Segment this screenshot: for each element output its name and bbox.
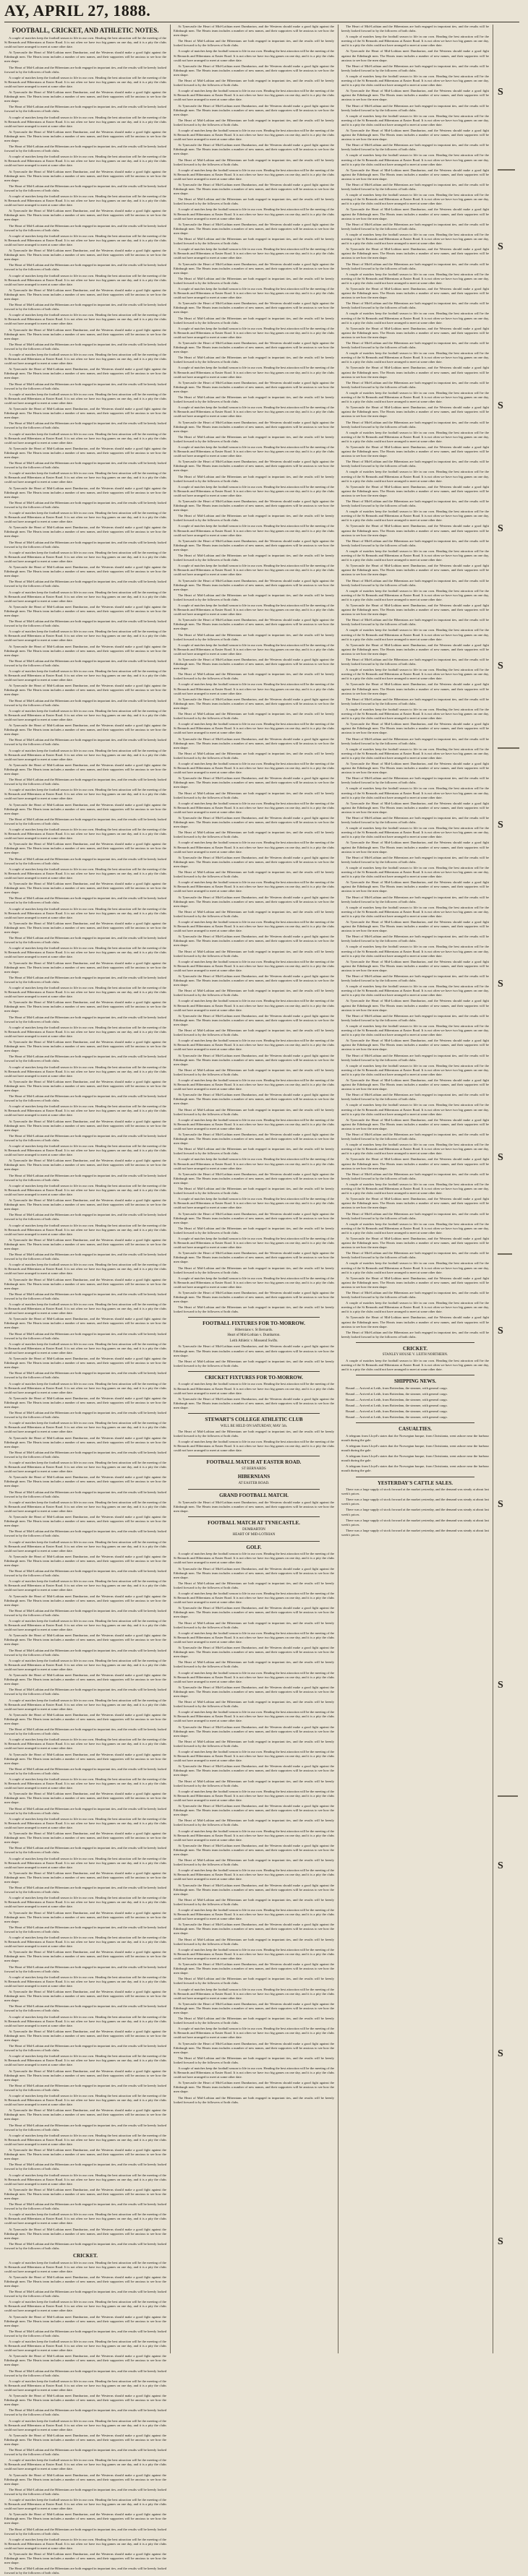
cropped-letter: S: [498, 1680, 503, 1691]
masthead: [4, 0, 519, 22]
body-text: A couple of matches keep the football season to life in our own. Heading the best attraction will be the meeting of the St Bernards and Hibernians at Easter Road. It is not often we have two big games on one day, and it is a pity the clubs could not have arranged to meet at some other date. At Tynecastle the Heart of Mid-Lothian meet Dumbarton, and the Westerns should make a good fight against the Edinburgh men. The Hearts team includes a number of new names, and their supporters will be anxious to see how the men shape. The Heart of Mid-Lothian and the Hibernians are both engaged in important ties, and the results will be keenly looked forward to by the followers of both clubs. A couple of matches keep the football season to life in our own. Heading the best attraction will be the meeting of the St Bernards and Hibernians at Easter Road. It is not often we have two big games on one day, and it is a pity the clubs could not have arranged to meet at some other date. At Tynecastle the Heart of Mid-Lothian meet Dumbarton, and the Westerns should make a good fight against the Edinburgh men. The Hearts team includes a number of new names, and their supporters will be anxious to see how the men shape. The Heart of Mid-Lothian and the Hibernians are both engaged in important ties, and the results will be keenly looked forward to by the followers of both clubs. A couple of matches keep the football season to life in our own. Heading the best attraction will be the meeting of the St Bernards and Hibernians at Easter Road. It is not often we have two big games on one day, and it is a pity the clubs could not have arranged to meet at some other date. At Tynecastle the Heart of Mid-Lothian meet Dumbarton, and the Westerns should make a good fight against the Edinburgh men. The Hearts team includes a number of new names, and their supporters will be anxious to see how the men shape. The Heart of Mid-Lothian and the Hibernians are both engaged in important ties, and the results will be keenly looked forward to by the followers of both clubs. A couple of matches keep the football season to life in our own. Heading the best attraction will be the meeting of the St Bernards and Hibernians at Easter Road. It is not often we have two big games on one day, and it is a pity the clubs could not have arranged to meet at some other date. At Tynecastle the Heart of Mid-Lothian meet Dumbarton, and the Westerns should make a good fight against the Edinburgh men. The Hearts team includes a number of new names, and their supporters will be anxious to see how the men shape. The Heart of Mid-Lothian and the Hibernians are both engaged in important ties, and the results will be keenly looked forward to by the followers of both clubs. A couple of matches keep the football season to life in our own. Heading the best attraction will be the meeting of the St Bernards and Hibernians at Easter Road. It is not often we have two big games on one day, and it is a pity the clubs could not have arranged to meet at some other date. At Tynecastle the Heart of Mid-Lothian meet Dumbarton, and the Westerns should make a good fight against the Edinburgh men. The Hearts team includes a number of new names, and their supporters will be anxious to see how the men shape. The Heart of Mid-Lothian and the Hibernians are both engaged in important ties, and the results will be keenly looked forward to by the followers of both clubs. A couple of matches keep the football season to life in our own. Heading the best attraction will be the meeting of the St Bernards and Hibernians at Easter Road. It is not often we have two big games on one day, and it is a pity the clubs could not have arranged to meet at some other date. At Tynecastle the Heart of Mid-Lothian meet Dumbarton, and the Westerns should make a good fight against the Edinburgh men. The Hearts team includes a number of new names, and their supporters will be anxious to see how the men shape. The Heart of Mid-Lothian and the Hibernians are both engaged in important ties, and the results will be keenly looked forward to by the followers of both clubs. A couple of matches keep the football season to life in our own. Heading the best attraction will be the meeting of the St Bernards and Hibernians at Easter Road. It is not often we have two big games on one day, and it is a pity the clubs could not have arranged to meet at some other date. At Tynecastle the Heart of Mid-Lothian meet Dumbarton, and the Westerns should make a good fight against the Edinburgh men. The Hearts team includes a number of new names, and their supporters will be anxious to see how the men shape. The Heart of Mid-Lothian and the Hibernians are both engaged in important ties, and the results will be keenly looked forward to by the followers of both clubs. A couple of matches keep the football season to life in our own. Heading the best attraction will be the meeting of the St Bernards and Hibernians at Easter Road. It is not often we have two big games on one day, and it is a pity the clubs could not have arranged to meet at some other date. At Tynecastle the Heart of Mid-Lothian meet Dumbarton, and the Westerns should make a good fight against the Edinburgh men. The Hearts team includes a number of new names, and their supporters will be anxious to see how the men shape. The Heart of Mid-Lothian and the Hibernians are both engaged in important ties, and the results will be keenly looked forward to by the followers of both clubs. A couple of matches keep the football season to life in our own. Heading the best attraction will be the meeting of the St Bernards and Hibernians at Easter Road. It is not often we have two big games on one day, and it is a pity the clubs could not have arranged to meet at some other date. At Tynecastle the Heart of Mid-Lothian meet Dumbarton, and the Westerns should make a good fight against the Edinburgh men. The Hearts team includes a number of new names, and their supporters will be anxious to see how the men shape. The Heart of Mid-Lothian and the Hibernians are both engaged in important ties, and the results will be keenly looked forward to by the followers of both clubs. A couple of matches keep the football season to life in our own. Heading the best attraction will be the meeting of the St Bernards and Hibernians at Easter Road. It is not often we have two big games on one day, and it is a pity the clubs could not have arranged to meet at some other date. At Tynecastle the Heart of Mid-Lothian meet Dumbarton, and the Westerns should make a good fight against the Edinburgh men. The Hearts team includes a number of new names, and their supporters will be anxious to see how the men shape. The Heart of Mid-Lothian and the Hibernians are both engaged in important ties, and the results will be keenly looked forward to by the followers of both clubs. A couple of matches keep the football season to life in our own. Heading the best attraction will be the meeting of the St Bernards and Hibernians at Easter Road. It is not often we have two big games on one day, and it is a pity the clubs could not have arranged to meet at some other date. At Tynecastle the Heart of Mid-Lothian meet Dumbarton, and the Westerns should make a good fight against the Edinburgh men. The Hearts team includes a number of new names, and their supporters will be anxious to see how the men shape. The Heart of Mid-Lothian and the Hibernians are both engaged in important ties, and the results will be keenly looked forward to by the followers of both clubs. A couple of matches keep the football season to life in our own. Heading the best attraction will be the meeting of the St Bernards and Hibernians at Easter Road. It is not often we have two big games on one day, and it is a pity the clubs could not have arranged to meet at some other date. At Tynecastle the Heart of Mid-Lothian meet Dumbarton, and the Westerns should make a good fight against the Edinburgh men. The Hearts team includes a number of new names, and their supporters will be anxious to see how the men shape. The Heart of Mid-Lothian and the Hibernians are both engaged in important ties, and the results will be keenly looked forward to by the followers of both clubs. A couple of matches keep the football season to life in our own. Heading the best attraction will be the meeting of the St Bernards and Hibernians at Easter Road. It is not often we have two big games on one day, and it is a pity the clubs could not have arranged to meet at some other date. At Tynecastle the Heart of Mid-Lothian meet Dumbarton, and the Westerns should make a good fight against the Edinburgh men. The Hearts team includes a number of new names, and their supporters will be anxious to see how the men shape. The Heart of Mid-Lothian and the Hibernians are both engaged in important ties, and the results will be keenly looked forward to by the followers of both clubs. A couple of matches keep the football season to life in our own. Heading the best attraction will be the meeting of the St Bernards and Hibernians at Easter Road. It is not often we have two big games on one day, and it is a pity the clubs could not have arranged to meet at some other date. At Tynecastle the Heart of Mid-Lothian meet Dumbarton, and the Westerns should make a good fight against the Edinburgh men. The Hearts team includes a number of new names, and their supporters will be anxious to see how the men shape. The Heart of Mid-Lothian and the Hibernians are both engaged in important ties, and the results will be keenly looked forward to by the followers of both clubs. A couple of matches keep the football season to life in our own. Heading the best attraction will be the meeting of the St Bernards and Hibernians at Easter Road. It is not often we have two big games on one day, and it is a pity the clubs could not have arranged to meet at some other date. At Tynecastle the Heart of Mid-Lothian meet Dumbarton, and the Westerns should make a good fight against the Edinburgh men. The Hearts team includes a number of new names, and their supporters will be anxious to see how the men shape. The Heart of Mid-Lothian and the Hibernians are both engaged in important ties, and the results will be keenly looked forward to by the followers of both clubs. A couple of matches keep the football season to life in our own. Heading the best attraction will be the meeting of the St Bernards and Hibernians at Easter Road. It is not often we have two big games on one day, and it is a pity the clubs could not have arranged to meet at some other date. At Tynecastle the Heart of Mid-Lothian meet Dumbarton, and the Westerns should make a good fight against the Edinburgh men. The Hearts team includes a number of new names, and their supporters will be anxious to see how the men shape. The Heart of Mid-Lothian and the Hibernians are both engaged in important ties, and the results will be keenly looked forward to by the followers of both clubs. A couple of matches keep the football season to life in our own. Heading the best attraction will be the meeting of the St Bernards and Hibernians at Easter Road. It is not often we have two big games on one day, and it is a pity the clubs could not have arranged to meet at some other date. At Tynecastle the Heart of Mid-Lothian meet Dumbarton, and the Westerns should make a good fight against the Edinburgh men. The Hearts team includes a number of new names, and their supporters will be anxious to see how the men shape. The Heart of Mid-Lothian and the Hibernians are both engaged in important ties, and the results will be keenly looked forward to by the followers of both clubs. A couple of matches keep the football season to life in our own. Heading the best attraction will be the meeting of the St Bernards and Hibernians at Easter Road. It is not often we have two big games on one day, and it is a pity the clubs could not have arranged to meet at some other date. At Tynecastle the Heart of Mid-Lothian meet Dumbarton, and the Westerns should make a good fight against the Edinburgh men. The Hearts team includes a number of new names, and their supporters will be anxious to see how the men shape. The Heart of Mid-Lothian and the Hibernians are both engaged in important ties, and the results will be keenly looked forward to by the followers of both clubs. A couple of matches keep the football season to life in our own. Heading the best attraction will be the meeting of the St Bernards and Hibernians at Easter Road. It is not often we have two big games on one day, and it is a pity the clubs could not have arranged to meet at some other date. At Tynecastle the Heart of Mid-Lothian meet Dumbarton, and the Westerns should make a good fight against the Edinburgh men. The Hearts team includes a number of new names, and their supporters will be anxious to see how the men shape. The Heart of Mid-Lothian and the Hibernians are both engaged in important ties, and the results will be keenly looked forward to by the followers of both clubs. A couple of matches keep the football season to life in our own. Heading the best attraction will be the meeting of the St Bernards and Hibernians at Easter Road. It is not often we have two big games on one day, and it is a pity the clubs could not have arranged to meet at some other date. At Tynecastle the Heart of Mid-Lothian meet Dumbarton, and the Westerns should make a good fight against the Edinburgh men. The Hearts team includes a number of new names, and their supporters will be anxious to see how the men shape. The Heart of Mid-Lothian and the Hibernians are both engaged in important ties, and the results will be keenly looked forward to by the followers of both clubs. A couple of matches keep the football season to life in our own. Heading the best attraction will be the meeting of the St Bernards and Hibernians at Easter Road. It is not often we have two big games on one day, and it is a pity the clubs could not have arranged to meet at some other date. At Tynecastle the Heart of Mid-Lothian meet Dumbarton, and the Westerns should make a good fight against the Edinburgh men. The Hearts team includes a number of new names, and their supporters will be anxious to see how the men shape. The Heart of Mid-Lothian and the Hibernians are both engaged in important ties, and the results will be keenly looked forward to by the followers of both clubs. A couple of matches keep the football season to life in our own. Heading the best attraction will be the meeting of the St Bernards and Hibernians at Easter Road. It is not often we have two big games on one day, and it is a pity the clubs could not have arranged to meet at some other date. At Tynecastle the Heart of Mid-Lothian meet Dumbarton, and the Westerns should make a good fight against the Edinburgh men. The Hearts team includes a number of new names, and their supporters will be anxious to see how the men shape. The Heart of Mid-Lothian and the Hibernians are both engaged in important ties, and the results will be keenly looked forward to by the followers of both clubs. A couple of matches keep the football season to life in our own. Heading the best attraction will be the meeting of the St Bernards and Hibernians at Easter Road. It is not often we have two big games on one day, and it is a pity the clubs could not have arranged to meet at some other date. At Tynecastle the Heart of Mid-Lothian meet Dumbarton, and the Westerns should make a good fight against the Edinburgh men. The Hearts team includes a number of new names, and their supporters will be anxious to see how the men shape. The Heart of Mid-Lothian and the Hibernians are both engaged in important ties, and the results will be keenly looked forward to by the followers of both clubs. A couple of matches keep the football season to life in our own. Heading the best attraction will be the meeting of the St Bernards and Hibernians at Easter Road. It is not often we have two big games on one day, and it is a pity the clubs could not have arranged to meet at some other date. At Tynecastle the Heart of Mid-Lothian meet Dumbarton, and the Westerns should make a good fight against the Edinburgh men. The Hearts team includes a number of new names, and their supporters will be anxious to see how the men shape. The Heart of Mid-Lothian and the Hibernians are both engaged in important ties, and the results will be keenly looked forward to by the followers of both clubs. A couple of matches keep the football season to life in our own. Heading the best attraction will be the meeting of the St Bernards and Hibernians at Easter Road. It is not often we have two big games on one day, and it is a pity the clubs could not have arranged to meet at some other date. At Tynecastle the Heart of Mid-Lothian meet Dumbarton, and the Westerns should make a good fight against the Edinburgh men. The Hearts team includes a number of new names, and their supporters will be anxious to see how the men shape. The Heart of Mid-Lothian and the Hibernians are both engaged in important ties, and the results will be keenly looked forward to by the followers of both clubs. A couple of matches keep the football season to life in our own. Heading the best attraction will be the meeting of the St Bernards and Hibernians at Easter Road. It is not often we have two big games on one day, and it is a pity the clubs could not have arranged to meet at some other date. At Tynecastle the Heart of Mid-Lothian meet Dumbarton, and the Westerns should make a good fight against the Edinburgh men. The Hearts team includes a number of new names, and their supporters will be anxious to see how the men shape. The Heart of Mid-Lothian and the Hibernians are both engaged in important ties, and the results will be keenly looked forward to by the followers of both clubs. A couple of matches keep the football season to life in our own. Heading the best attraction will be the meeting of the St Bernards and Hibernians at Easter Road. It is not often we have two big games on one day, and it is a pity the clubs could not have arranged to meet at some other date. At Tynecastle the Heart of Mid-Lothian meet Dumbarton, and the Westerns should make a good fight against the Edinburgh men. The Hearts team includes a number of new names, and their supporters will be anxious to see how the men shape. The Heart of Mid-Lothian and the Hibernians are both engaged in important ties, and the results will be keenly looked forward to by the followers of both clubs. A couple of matches keep the football season to life in our own. Heading the best attraction will be the meeting of the St Bernards and Hibernians at Easter Road. It is not often we have two big games on one day, and it is a pity the clubs could not have arranged to meet at some other date. At Tynecastle the Heart of Mid-Lothian meet Dumbarton, and the Westerns should make a good fight against the Edinburgh men. The Hearts team includes a number of new names, and their supporters will be anxious to see how the men shape. The Heart of Mid-Lothian and the Hibernians are both engaged in important ties, and the results will be keenly looked forward to by the followers of both clubs. A couple of matches keep the football season to life in our own. Heading the best attraction will be the meeting of the St Bernards and Hibernians at Easter Road. It is not often we have two big games on one day, and it is a pity the clubs could not have arranged to meet at some other date. At Tynecastle the Heart of Mid-Lothian meet Dumbarton, and the Westerns should make a good fight against the Edinburgh men. The Hearts team includes a number of new names, and their supporters will be anxious to see how the men shape. The Heart of Mid-Lothian and the Hibernians are both engaged in important ties, and the results will be keenly looked forward to by the followers of both clubs. A couple of matches keep the football season to life in our own. Heading the best attraction will be the meeting of the St Bernards and Hibernians at Easter Road. It is not often we have two big games on one day, and it is a pity the clubs could not have arranged to meet at some other date. At Tynecastle the Heart of Mid-Lothian meet Dumbarton, and the Westerns should make a good fight against the Edinburgh men. The Hearts team includes a number of new names, and their supporters will be anxious to see how the men shape. The Heart of Mid-Lothian and the Hibernians are both engaged in important ties, and the results will be keenly looked forward to by the followers of both clubs. A couple of matches keep the football season to life in our own. Heading the best attraction will be the meeting of the St Bernards and Hibernians at Easter Road. It is not often we have two big games on one day, and it is a pity the clubs could not have arranged to meet at some other date. At Tynecastle the Heart of Mid-Lothian meet Dumbarton, and the Westerns should make a good fight against the Edinburgh men. The Hearts team includes a number of new names, and their supporters will be anxious to see how the men shape. The Heart of Mid-Lothian and the Hibernians are both engaged in important ties, and the results will be keenly looked forward to by the followers of both clubs. A couple of matches keep the football season to life in our own. Heading the best attraction will be the meeting of the St Bernards and Hibernians at Easter Road. It is not often we have two big games on one day, and it is a pity the clubs could not have arranged to meet at some other date. At Tynecastle the Heart of Mid-Lothian meet Dumbarton, and the Westerns should make a good fight against the Edinburgh men. The Hearts team includes a number of new names, and their supporters will be anxious to see how the men shape. The Heart of Mid-Lothian and the Hibernians are both engaged in important ties, and the results will be keenly looked forward to by the followers of both clubs. A couple of matches keep the football season to life in our own. Heading the best attraction will be the meeting of the St Bernards and Hibernians at Easter Road. It is not often we have two big games on one day, and it is a pity the clubs could not have arranged to meet at some other date. At Tynecastle the Heart of Mid-Lothian meet Dumbarton, and the Westerns should make a good fight against the Edinburgh men. The Hearts team includes a number of new names, and their supporters will be anxious to see how the men shape. The Heart of Mid-Lothian and the Hibernians are both engaged in important ties, and the results will be keenly looked forward to by the followers of both clubs. A couple of matches keep the football season to life in our own. Heading the best attraction will be the meeting of the St Bernards and Hibernians at Easter Road. It is not often we have two big games on one day, and it is a pity the clubs could not have arranged to meet at some other date. At Tynecastle the Heart of Mid-Lothian meet Dumbarton, and the Westerns should make a good fight against the Edinburgh men. The Hearts team includes a number of new names, and their supporters will be anxious to see how the men shape. The Heart of Mid-Lothian and the Hibernians are both engaged in important ties, and the results will be keenly looked forward to by the followers of both clubs. A couple of matches keep the football season to life in our own. Heading the best attraction will be the meeting of the St Bernards and Hibernians at Easter Road. It is not often we have two big games on one day, and it is a pity the clubs could not have arranged to meet at some other date. At Tynecastle the Heart of Mid-Lothian meet Dumbarton, and the Westerns should make a good fight against the Edinburgh men. The Hearts team includes a number of new names, and their supporters will be anxious to see how the men shape. The Heart of Mid-Lothian and the Hibernians are both engaged in important ties, and the results will be keenly looked forward to by the followers of both clubs. A couple of matches keep the football season to life in our own. Heading the best attraction will be the meeting of the St Bernards and Hibernians at Easter Road. It is not often we have two big games on one day, and it is a pity the clubs could not have arranged to meet at some other date. At Tynecastle the Heart of Mid-Lothian meet Dumbarton, and the Westerns should make a good fight against the Edinburgh men. The Hearts team includes a number of new names, and their supporters will be anxious to see how the men shape. The Heart of Mid-Lothian and the Hibernians are both engaged in important ties, and the results will be keenly looked forward to by the followers of both clubs. A couple of matches keep the football season to life in our own. Heading the best attraction will be the meeting of the St Bernards and Hibernians at Easter Road. It is not often we have two big games on one day, and it is a pity the clubs could not have arranged to meet at some other date. At Tynecastle the Heart of Mid-Lothian meet Dumbarton, and the Westerns should make a good fight against the Edinburgh men. The Hearts team includes a number of new names, and their supporters will be anxious to see how the men shape. The Heart of Mid-Lothian and the Hibernians are both engaged in important ties, and the results will be keenly looked forward to by the followers of both clubs. A couple of matches keep the football season to life in our own. Heading the best attraction will be the meeting of the St Bernards and Hibernians at Easter Road. It is not often we have two big games on one day, and it is a pity the clubs could not have arranged to meet at some other date. At Tynecastle the Heart of Mid-Lothian meet Dumbarton, and the Westerns should make a good fight against the Edinburgh men. The Hearts team includes a number of new names, and their supporters will be anxious to see how the men shape. The Heart of Mid-Lothian and the Hibernians are both engaged in important ties, and the results will be keenly looked forward to by the followers of both clubs. A couple of matches keep the football season to life in our own. Heading the best attraction will be the meeting of the St Bernards and Hibernians at Easter Road. It is not often we have two big games on one day, and it is a pity the clubs could not have arranged to meet at some other date. At Tynecastle the Heart of Mid-Lothian meet Dumbarton, and the Westerns should make a good fight against the Edinburgh men. The Hearts team includes a number of new names, and their supporters will be anxious to see how the men shape. The Heart of Mid-Lothian and the Hibernians are both engaged in important ties, and the results will be keenly looked forward to by the followers of both clubs. A couple of matches keep the football season to life in our own. Heading the best attraction will be the meeting of the St Bernards and Hibernians at Easter Road. It is not often we have two big games on one day, and it is a pity the clubs could not have arranged to meet at some other date. At Tynecastle the Heart of Mid-Lothian meet Dumbarton, and the Westerns should make a good fight against the Edinburgh men. The Hearts team includes a number of new names, and their supporters will be anxious to see how the men shape. The Heart of Mid-Lothian and the Hibernians are both engaged in important ties, and the results will be keenly looked forward to by the followers of both clubs. A couple of matches keep the football season to life in our own. Heading the best attraction will be the meeting of the St Bernards and Hibernians at Easter Road. It is not often we have two big games on one day, and it is a pity the clubs could not have arranged to meet at some other date. At Tynecastle the Heart of Mid-Lothian meet Dumbarton, and the Westerns should make a good fight against the Edinburgh men. The Hearts team includes a number of new names, and their supporters will be anxious to see how the men shape. The Heart of Mid-Lothian and the Hibernians are both engaged in important ties, and the results will be keenly looked forward to by the followers of both clubs. A couple of matches keep the football season to life in our own. Heading the best attraction will be the meeting of the St Bernards and Hibernians at Easter Road. It is not often we have two big games on one day, and it is a pity the clubs could not have arranged to meet at some other date. At Tynecastle the Heart of Mid-Lothian meet Dumbarton, and the Westerns should make a good fight against the Edinburgh men. The Hearts team includes a number of new names, and their supporters will be anxious to see how the men shape. The Heart of Mid-Lothian and the Hibernians are both engaged in important ties, and the results will be keenly looked forward to by the followers of both clubs. A couple of matches keep the football season to life in our own. Heading the best attraction will be the meeting of the St Bernards and Hibernians at Easter Road. It is not often we have two big games on one day, and it is a pity the clubs could not have arranged to meet at some other date. At Tynecastle the Heart of Mid-Lothian meet Dumbarton, and the Westerns should make a good fight against the Edinburgh men. The Hearts team includes a number of new names, and their supporters will be anxious to see how the men shape. The Heart of Mid-Lothian and the Hibernians are both engaged in important ties, and the results will be keenly looked forward to by the followers of both clubs. A couple of matches keep the football season to life in our own. Heading the best attraction will be the meeting of the St Bernards and Hibernians at Easter Road. It is not often we have two big games on one day, and it is a pity the clubs could not have arranged to meet at some other date. At Tynecastle the Heart of Mid-Lothian meet Dumbarton, and the Westerns should make a good fight against the Edinburgh men. The Hearts team includes a number of new names, and their supporters will be anxious to see how the men shape. The Heart of Mid-Lothian and the Hibernians are both engaged in important ties, and the results will be keenly looked forward to by the followers of both clubs. A couple of matches keep the football season to life in our own. Heading the best attraction will be the meeting of the St Bernards and Hibernians at Easter Road. It is not often we have two big games on one day, and it is a pity the clubs could not have arranged to meet at some other date. At Tynecastle the Heart of Mid-Lothian meet Dumbarton, and the Westerns should make a good fight against the Edinburgh men. The Hearts team includes a number of new names, and their supporters will be anxious to see how the men shape. The Heart of Mid-Lothian and the Hibernians are both engaged in important ties, and the results will be keenly looked forward to by the followers of both clubs. A couple of matches keep the football season to life in our own. Heading the best attraction will be the meeting of the St Bernards and Hibernians at Easter Road. It is not often we have two big games on one day, and it is a pity the clubs could not have arranged to meet at some other date. At Tynecastle the Heart of Mid-Lothian meet Dumbarton, and the Westerns should make a good fight against the Edinburgh men. The Hearts team includes a number of new names, and their supporters will be anxious to see how the men shape. The Heart of Mid-Lothian and the Hibernians are both engaged in important ties, and the results will be keenly looked forward to by the followers of both clubs. A couple of matches keep the football season to life in our own. Heading the best attraction will be the meeting of the St Bernards and Hibernians at Easter Road. It is not often we have two big games on one day, and it is a pity the clubs could not have arranged to meet at some other date. At Tynecastle the Heart of Mid-Lothian meet Dumbarton, and the Westerns should make a good fight against the Edinburgh men. The Hearts team includes a number of new names, and their supporters will be anxious to see how the men shape. The Heart of Mid-Lothian and the Hibernians are both engaged in important ties, and the results will be keenly looked forward to by the followers of both clubs. A couple of matches keep the football season to life in our own. Heading the best attraction will be the meeting of the St Bernards and Hibernians at Easter Road. It is not often we have two big games on one day, and it is a pity the clubs could not have arranged to meet at some other date. At Tynecastle the Heart of Mid-Lothian meet Dumbarton, and the Westerns should make a good fight against the Edinburgh men. The Hearts team includes a number of new names, and their supporters will be anxious to see how the men shape. The Heart of Mid-Lothian and the Hibernians are both engaged in important ties, and the results will be keenly looked forward to by the followers of both clubs. A couple of matches keep the football season to life in our own. Heading the best attraction will be the meeting of the St Bernards and Hibernians at Easter Road. It is not often we have two big games on one day, and it is a pity the clubs could not have arranged to meet at some other date. At Tynecastle the Heart of Mid-Lothian meet Dumbarton, and the Westerns should make a good fight against the Edinburgh men. The Hearts team includes a number of new names, and their supporters will be anxious to see how the men shape. The Heart of Mid-Lothian and the Hibernians are both engaged in important ties, and the results will be keenly looked forward to by the followers of both clubs. A couple of matches keep the football season to life in our own. Heading the best attraction will be the meeting of the St Bernards and Hibernians at Easter Road. It is not often we have two big games on one day, and it is a pity the clubs could not have arranged to meet at some other date. At Tynecastle the Heart of Mid-Lothian meet Dumbarton, and the Westerns should make a good fight against the Edinburgh men. The Hearts team includes a number of new names, and their supporters will be anxious to see how the men shape. The Heart of Mid-Lothian and the Hibernians are both engaged in important ties, and the results will be keenly looked forward to by the followers of both clubs. A couple of matches keep the football season to life in our own. Heading the best attraction will be the meeting of the St Bernards and Hibernians at Easter Road. It is not often we have two big games on one day, and it is a pity the clubs could not have arranged to meet at some other date. At Tynecastle the Heart of Mid-Lothian meet Dumbarton, and the Westerns should make a good fight against the Edinburgh men. The Hearts team includes a number of new names, and their supporters will be anxious to see how the men shape. The Heart of Mid-Lothian and the Hibernians are both engaged in important ties, and the results will be keenly looked forward to by the followers of both clubs. A couple of matches keep the football season to life in our own. Heading the best attraction will be the meeting of the St Bernards and Hibernians at Easter Road. It is not often we have two big games on one day, and it is a pity the clubs could not have arranged to meet at some other date. At Tynecastle the Heart of Mid-Lothian meet Dumbarton, and the Westerns should make a good fight against the Edinburgh men. The Hearts team includes a number of new names, and their supporters will be anxious to see how the men shape. The Heart of Mid-Lothian and the Hibernians are both engaged in important ties, and the results will be keenly looked forward to by the followers of both clubs. A couple of matches keep the football season to life in our own. Heading the best attraction will be the meeting of the St Bernards and Hibernians at Easter Road. It is not often we have two big games on one day, and it is a pity the clubs could not have arranged to meet at some other date. At Tynecastle the Heart of Mid-Lothian meet Dumbarton, and the Westerns should make a good fight against the Edinburgh men. The Hearts team includes a number of new names, and their supporters will be anxious to see how the men shape. The Heart of Mid-Lothian and the Hibernians are both engaged in important ties, and the results will be keenly looked forward to by the followers of both clubs. A couple of matches keep the football season to life in our own. Heading the best attraction will be the meeting of the St Bernards and Hibernians at Easter Road. It is not often we have two big games on one day, and it is a pity the clubs could not have arranged to meet at some other date. At Tynecastle the Heart of Mid-Lothian meet Dumbarton, and the Westerns should make a good fight against the Edinburgh men. The Hearts team includes a number of new names, and their supporters will be anxious to see how the men shape. The Heart of Mid-Lothian and the Hibernians are both engaged in important ties, and the results will be keenly looked forward to by the followers of both clubs. A couple of matches keep the football season to life in our own. Heading the best attraction will be the meeting of the St Bernards and Hibernians at Easter Road. It is not often we have two big games on one day, and it is a pity the clubs could not have arranged to meet at some other date. At Tynecastle the Heart of Mid-Lothian meet Dumbarton, and the Westerns should make a good fight against the Edinburgh men. The Hearts team includes a number of new names, and their supporters will be anxious to see how the men shape. The Heart of Mid-Lothian and the Hibernians are both engaged in important ties, and the results will be keenly looked forward to by the followers of both clubs. A couple of matches keep the football season to life in our own. Heading the best attraction will be the meeting of the St Bernards and Hibernians at Easter Road. It is not often we have two big games on one day, and it is a pity the clubs could not have arranged to meet at some other date. At Tynecastle the Heart of Mid-Lothian meet Dumbarton, and the Westerns should make a good fight against the Edinburgh men. The Hearts team includes a number of new names, and their supporters will be anxious to see how the men shape. The Heart of Mid-Lothian and the Hibernians are both engaged in important ties, and the results will be keenly looked forward to by the followers of both clubs.: [4, 36, 166, 2250]
body-text: A couple of matches keep the football season to life in our own. Heading the best attraction will be the meeting of the St Bernards and Hibernians at Easter Road. It is not often we have two big games on one day, and it is a pity the clubs could not have arranged to meet at some other date.: [341, 1358, 489, 1372]
page-date-line: AY, APRIL 27, 1888.: [4, 1, 151, 20]
cropped-letter: S: [498, 1152, 503, 1163]
cropped-rule: [498, 747, 519, 749]
headline-shipping-news: SHIPPING NEWS.: [394, 1378, 436, 1385]
cropped-letter: S: [498, 2236, 503, 2247]
cropped-letter: S: [498, 1326, 503, 1336]
cropped-next-column: [498, 25, 525, 2353]
section-divider: [188, 1371, 320, 1372]
body-text: At Tynecastle the Heart of Mid-Lothian meet Dumbarton, and the Westerns should make a good fight against the Edinburgh men. The Hearts team includes a number of new names, and their supporters will be anxious to see how the men shape. The Heart of Mid-Lothian and the Hibernians are both engaged in important ties, and the results will be keenly looked forward to by the followers of both clubs. A couple of matches keep the football season to life in our own. Heading the best attraction will be the meeting of the St Bernards and Hibernians at Easter Road. It is not often we have two big games on one day, and it is a pity the clubs could not have arranged to meet at some other date. At Tynecastle the Heart of Mid-Lothian meet Dumbarton, and the Westerns should make a good fight against the Edinburgh men. The Hearts team includes a number of new names, and their supporters will be anxious to see how the men shape. The Heart of Mid-Lothian and the Hibernians are both engaged in important ties, and the results will be keenly looked forward to by the followers of both clubs. A couple of matches keep the football season to life in our own. Heading the best attraction will be the meeting of the St Bernards and Hibernians at Easter Road. It is not often we have two big games on one day, and it is a pity the clubs could not have arranged to meet at some other date. At Tynecastle the Heart of Mid-Lothian meet Dumbarton, and the Westerns should make a good fight against the Edinburgh men. The Hearts team includes a number of new names, and their supporters will be anxious to see how the men shape. The Heart of Mid-Lothian and the Hibernians are both engaged in important ties, and the results will be keenly looked forward to by the followers of both clubs. A couple of matches keep the football season to life in our own. Heading the best attraction will be the meeting of the St Bernards and Hibernians at Easter Road. It is not often we have two big games on one day, and it is a pity the clubs could not have arranged to meet at some other date. At Tynecastle the Heart of Mid-Lothian meet Dumbarton, and the Westerns should make a good fight against the Edinburgh men. The Hearts team includes a number of new names, and their supporters will be anxious to see how the men shape. The Heart of Mid-Lothian and the Hibernians are both engaged in important ties, and the results will be keenly looked forward to by the followers of both clubs. A couple of matches keep the football season to life in our own. Heading the best attraction will be the meeting of the St Bernards and Hibernians at Easter Road. It is not often we have two big games on one day, and it is a pity the clubs could not have arranged to meet at some other date. At Tynecastle the Heart of Mid-Lothian meet Dumbarton, and the Westerns should make a good fight against the Edinburgh men. The Hearts team includes a number of new names, and their supporters will be anxious to see how the men shape. The Heart of Mid-Lothian and the Hibernians are both engaged in important ties, and the results will be keenly looked forward to by the followers of both clubs. A couple of matches keep the football season to life in our own. Heading the best attraction will be the meeting of the St Bernards and Hibernians at Easter Road. It is not often we have two big games on one day, and it is a pity the clubs could not have arranged to meet at some other date. At Tynecastle the Heart of Mid-Lothian meet Dumbarton, and the Westerns should make a good fight against the Edinburgh men. The Hearts team includes a number of new names, and their supporters will be anxious to see how the men shape. The Heart of Mid-Lothian and the Hibernians are both engaged in important ties, and the results will be keenly looked forward to by the followers of both clubs. A couple of matches keep the football season to life in our own. Heading the best attraction will be the meeting of the St Bernards and Hibernians at Easter Road. It is not often we have two big games on one day, and it is a pity the clubs could not have arranged to meet at some other date. At Tynecastle the Heart of Mid-Lothian meet Dumbarton, and the Westerns should make a good fight against the Edinburgh men. The Hearts team includes a number of new names, and their supporters will be anxious to see how the men shape. The Heart of Mid-Lothian and the Hibernians are both engaged in important ties, and the results will be keenly looked forward to by the followers of both clubs. A couple of matches keep the football season to life in our own. Heading the best attraction will be the meeting of the St Bernards and Hibernians at Easter Road. It is not often we have two big games on one day, and it is a pity the clubs could not have arranged to meet at some other date. At Tynecastle the Heart of Mid-Lothian meet Dumbarton, and the Westerns should make a good fight against the Edinburgh men. The Hearts team includes a number of new names, and their supporters will be anxious to see how the men shape. The Heart of Mid-Lothian and the Hibernians are both engaged in important ties, and the results will be keenly looked forward to by the followers of both clubs. A couple of matches keep the football season to life in our own. Heading the best attraction will be the meeting of the St Bernards and Hibernians at Easter Road. It is not often we have two big games on one day, and it is a pity the clubs could not have arranged to meet at some other date. At Tynecastle the Heart of Mid-Lothian meet Dumbarton, and the Westerns should make a good fight against the Edinburgh men. The Hearts team includes a number of new names, and their supporters will be anxious to see how the men shape. The Heart of Mid-Lothian and the Hibernians are both engaged in important ties, and the results will be keenly looked forward to by the followers of both clubs. A couple of matches keep the football season to life in our own. Heading the best attraction will be the meeting of the St Bernards and Hibernians at Easter Road. It is not often we have two big games on one day, and it is a pity the clubs could not have arranged to meet at some other date. At Tynecastle the Heart of Mid-Lothian meet Dumbarton, and the Westerns should make a good fight against the Edinburgh men. The Hearts team includes a number of new names, and their supporters will be anxious to see how the men shape. The Heart of Mid-Lothian and the Hibernians are both engaged in important ties, and the results will be keenly looked forward to by the followers of both clubs. A couple of matches keep the football season to life in our own. Heading the best attraction will be the meeting of the St Bernards and Hibernians at Easter Road. It is not often we have two big games on one day, and it is a pity the clubs could not have arranged to meet at some other date. At Tynecastle the Heart of Mid-Lothian meet Dumbarton, and the Westerns should make a good fight against the Edinburgh men. The Hearts team includes a number of new names, and their supporters will be anxious to see how the men shape. The Heart of Mid-Lothian and the Hibernians are both engaged in important ties, and the results will be keenly looked forward to by the followers of both clubs. A couple of matches keep the football season to life in our own. Heading the best attraction will be the meeting of the St Bernards and Hibernians at Easter Road. It is not often we have two big games on one day, and it is a pity the clubs could not have arranged to meet at some other date. At Tynecastle the Heart of Mid-Lothian meet Dumbarton, and the Westerns should make a good fight against the Edinburgh men. The Hearts team includes a number of new names, and their supporters will be anxious to see how the men shape. The Heart of Mid-Lothian and the Hibernians are both engaged in important ties, and the results will be keenly looked forward to by the followers of both clubs. A couple of matches keep the football season to life in our own. Heading the best attraction will be the meeting of the St Bernards and Hibernians at Easter Road. It is not often we have two big games on one day, and it is a pity the clubs could not have arranged to meet at some other date. At Tynecastle the Heart of Mid-Lothian meet Dumbarton, and the Westerns should make a good fight against the Edinburgh men. The Hearts team includes a number of new names, and their supporters will be anxious to see how the men shape. The Heart of Mid-Lothian and the Hibernians are both engaged in important ties, and the results will be keenly looked forward to by the followers of both clubs. A couple of matches keep the football season to life in our own. Heading the best attraction will be the meeting of the St Bernards and Hibernians at Easter Road. It is not often we have two big games on one day, and it is a pity the clubs could not have arranged to meet at some other date. At Tynecastle the Heart of Mid-Lothian meet Dumbarton, and the Westerns should make a good fight against the Edinburgh men. The Hearts team includes a number of new names, and their supporters will be anxious to see how the men shape. The Heart of Mid-Lothian and the Hibernians are both engaged in important ties, and the results will be keenly looked forward to by the followers of both clubs. A couple of matches keep the football season to life in our own. Heading the best attraction will be the meeting of the St Bernards and Hibernians at Easter Road. It is not often we have two big games on one day, and it is a pity the clubs could not have arranged to meet at some other date. At Tynecastle the Heart of Mid-Lothian meet Dumbarton, and the Westerns should make a good fight against the Edinburgh men. The Hearts team includes a number of new names, and their supporters will be anxious to see how the men shape. The Heart of Mid-Lothian and the Hibernians are both engaged in important ties, and the results will be keenly looked forward to by the followers of both clubs. A couple of matches keep the football season to life in our own. Heading the best attraction will be the meeting of the St Bernards and Hibernians at Easter Road. It is not often we have two big games on one day, and it is a pity the clubs could not have arranged to meet at some other date. At Tynecastle the Heart of Mid-Lothian meet Dumbarton, and the Westerns should make a good fight against the Edinburgh men. The Hearts team includes a number of new names, and their supporters will be anxious to see how the men shape. The Heart of Mid-Lothian and the Hibernians are both engaged in important ties, and the results will be keenly looked forward to by the followers of both clubs. A couple of matches keep the football season to life in our own. Heading the best attraction will be the meeting of the St Bernards and Hibernians at Easter Road. It is not often we have two big games on one day, and it is a pity the clubs could not have arranged to meet at some other date. At Tynecastle the Heart of Mid-Lothian meet Dumbarton, and the Westerns should make a good fight against the Edinburgh men. The Hearts team includes a number of new names, and their supporters will be anxious to see how the men shape. The Heart of Mid-Lothian and the Hibernians are both engaged in important ties, and the results will be keenly looked forward to by the followers of both clubs. A couple of matches keep the football season to life in our own. Heading the best attraction will be the meeting of the St Bernards and Hibernians at Easter Road. It is not often we have two big games on one day, and it is a pity the clubs could not have arranged to meet at some other date. At Tynecastle the Heart of Mid-Lothian meet Dumbarton, and the Westerns should make a good fight against the Edinburgh men. The Hearts team includes a number of new names, and their supporters will be anxious to see how the men shape. The Heart of Mid-Lothian and the Hibernians are both engaged in important ties, and the results will be keenly looked forward to by the followers of both clubs. A couple of matches keep the football season to life in our own. Heading the best attraction will be the meeting of the St Bernards and Hibernians at Easter Road. It is not often we have two big games on one day, and it is a pity the clubs could not have arranged to meet at some other date. At Tynecastle the Heart of Mid-Lothian meet Dumbarton, and the Westerns should make a good fight against the Edinburgh men. The Hearts team includes a number of new names, and their supporters will be anxious to see how the men shape. The Heart of Mid-Lothian and the Hibernians are both engaged in important ties, and the results will be keenly looked forward to by the followers of both clubs. A couple of matches keep the football season to life in our own. Heading the best attraction will be the meeting of the St Bernards and Hibernians at Easter Road. It is not often we have two big games on one day, and it is a pity the clubs could not have arranged to meet at some other date. At Tynecastle the Heart of Mid-Lothian meet Dumbarton, and the Westerns should make a good fight against the Edinburgh men. The Hearts team includes a number of new names, and their supporters will be anxious to see how the men shape. The Heart of Mid-Lothian and the Hibernians are both engaged in important ties, and the results will be keenly looked forward to by the followers of both clubs. A couple of matches keep the football season to life in our own. Heading the best attraction will be the meeting of the St Bernards and Hibernians at Easter Road. It is not often we have two big games on one day, and it is a pity the clubs could not have arranged to meet at some other date. At Tynecastle the Heart of Mid-Lothian meet Dumbarton, and the Westerns should make a good fight against the Edinburgh men. The Hearts team includes a number of new names, and their supporters will be anxious to see how the men shape. The Heart of Mid-Lothian and the Hibernians are both engaged in important ties, and the results will be keenly looked forward to by the followers of both clubs. A couple of matches keep the football season to life in our own. Heading the best attraction will be the meeting of the St Bernards and Hibernians at Easter Road. It is not often we have two big games on one day, and it is a pity the clubs could not have arranged to meet at some other date. At Tynecastle the Heart of Mid-Lothian meet Dumbarton, and the Westerns should make a good fight against the Edinburgh men. The Hearts team includes a number of new names, and their supporters will be anxious to see how the men shape. The Heart of Mid-Lothian and the Hibernians are both engaged in important ties, and the results will be keenly looked forward to by the followers of both clubs. A couple of matches keep the football season to life in our own. Heading the best attraction will be the meeting of the St Bernards and Hibernians at Easter Road. It is not often we have two big games on one day, and it is a pity the clubs could not have arranged to meet at some other date. At Tynecastle the Heart of Mid-Lothian meet Dumbarton, and the Westerns should make a good fight against the Edinburgh men. The Hearts team includes a number of new names, and their supporters will be anxious to see how the men shape. The Heart of Mid-Lothian and the Hibernians are both engaged in important ties, and the results will be keenly looked forward to by the followers of both clubs. A couple of matches keep the football season to life in our own. Heading the best attraction will be the meeting of the St Bernards and Hibernians at Easter Road. It is not often we have two big games on one day, and it is a pity the clubs could not have arranged to meet at some other date. At Tynecastle the Heart of Mid-Lothian meet Dumbarton, and the Westerns should make a good fight against the Edinburgh men. The Hearts team includes a number of new names, and their supporters will be anxious to see how the men shape. The Heart of Mid-Lothian and the Hibernians are both engaged in important ties, and the results will be keenly looked forward to by the followers of both clubs. A couple of matches keep the football season to life in our own. Heading the best attraction will be the meeting of the St Bernards and Hibernians at Easter Road. It is not often we have two big games on one day, and it is a pity the clubs could not have arranged to meet at some other date. At Tynecastle the Heart of Mid-Lothian meet Dumbarton, and the Westerns should make a good fight against the Edinburgh men. The Hearts team includes a number of new names, and their supporters will be anxious to see how the men shape. The Heart of Mid-Lothian and the Hibernians are both engaged in important ties, and the results will be keenly looked forward to by the followers of both clubs. A couple of matches keep the football season to life in our own. Heading the best attraction will be the meeting of the St Bernards and Hibernians at Easter Road. It is not often we have two big games on one day, and it is a pity the clubs could not have arranged to meet at some other date. At Tynecastle the Heart of Mid-Lothian meet Dumbarton, and the Westerns should make a good fight against the Edinburgh men. The Hearts team includes a number of new names, and their supporters will be anxious to see how the men shape. The Heart of Mid-Lothian and the Hibernians are both engaged in important ties, and the results will be keenly looked forward to by the followers of both clubs. A couple of matches keep the football season to life in our own. Heading the best attraction will be the meeting of the St Bernards and Hibernians at Easter Road. It is not often we have two big games on one day, and it is a pity the clubs could not have arranged to meet at some other date. At Tynecastle the Heart of Mid-Lothian meet Dumbarton, and the Westerns should make a good fight against the Edinburgh men. The Hearts team includes a number of new names, and their supporters will be anxious to see how the men shape. The Heart of Mid-Lothian and the Hibernians are both engaged in important ties, and the results will be keenly looked forward to by the followers of both clubs. A couple of matches keep the football season to life in our own. Heading the best attraction will be the meeting of the St Bernards and Hibernians at Easter Road. It is not often we have two big games on one day, and it is a pity the clubs could not have arranged to meet at some other date. At Tynecastle the Heart of Mid-Lothian meet Dumbarton, and the Westerns should make a good fight against the Edinburgh men. The Hearts team includes a number of new names, and their supporters will be anxious to see how the men shape. The Heart of Mid-Lothian and the Hibernians are both engaged in important ties, and the results will be keenly looked forward to by the followers of both clubs. A couple of matches keep the football season to life in our own. Heading the best attraction will be the meeting of the St Bernards and Hibernians at Easter Road. It is not often we have two big games on one day, and it is a pity the clubs could not have arranged to meet at some other date. At Tynecastle the Heart of Mid-Lothian meet Dumbarton, and the Westerns should make a good fight against the Edinburgh men. The Hearts team includes a number of new names, and their supporters will be anxious to see how the men shape. The Heart of Mid-Lothian and the Hibernians are both engaged in important ties, and the results will be keenly looked forward to by the followers of both clubs. A couple of matches keep the football season to life in our own. Heading the best attraction will be the meeting of the St Bernards and Hibernians at Easter Road. It is not often we have two big games on one day, and it is a pity the clubs could not have arranged to meet at some other date. At Tynecastle the Heart of Mid-Lothian meet Dumbarton, and the Westerns should make a good fight against the Edinburgh men. The Hearts team includes a number of new names, and their supporters will be anxious to see how the men shape. The Heart of Mid-Lothian and the Hibernians are both engaged in important ties, and the results will be keenly looked forward to by the followers of both clubs. A couple of matches keep the football season to life in our own. Heading the best attraction will be the meeting of the St Bernards and Hibernians at Easter Road. It is not often we have two big games on one day, and it is a pity the clubs could not have arranged to meet at some other date. At Tynecastle the Heart of Mid-Lothian meet Dumbarton, and the Westerns should make a good fight against the Edinburgh men. The Hearts team includes a number of new names, and their supporters will be anxious to see how the men shape. The Heart of Mid-Lothian and the Hibernians are both engaged in important ties, and the results will be keenly looked forward to by the followers of both clubs. A couple of matches keep the football season to life in our own. Heading the best attraction will be the meeting of the St Bernards and Hibernians at Easter Road. It is not often we have two big games on one day, and it is a pity the clubs could not have arranged to meet at some other date. At Tynecastle the Heart of Mid-Lothian meet Dumbarton, and the Westerns should make a good fight against the Edinburgh men. The Hearts team includes a number of new names, and their supporters will be anxious to see how the men shape. The Heart of Mid-Lothian and the Hibernians are both engaged in important ties, and the results will be keenly looked forward to by the followers of both clubs. A couple of matches keep the football season to life in our own. Heading the best attraction will be the meeting of the St Bernards and Hibernians at Easter Road. It is not often we have two big games on one day, and it is a pity the clubs could not have arranged to meet at some other date. At Tynecastle the Heart of Mid-Lothian meet Dumbarton, and the Westerns should make a good fight against the Edinburgh men. The Hearts team includes a number of new names, and their supporters will be anxious to see how the men shape. The Heart of Mid-Lothian and the Hibernians are both engaged in important ties, and the results will be keenly looked forward to by the followers of both clubs.: [174, 25, 334, 1314]
body-text: There was a large supply of stock forward at the market yesterday, and the demand was steady at about last week's prices. There was a large supply of stock forward at the market yesterday, and the demand was steady at about last week's prices. There was a large supply of stock forward at the market yesterday, and the demand was steady at about last week's prices. There was a large supply of stock forward at the market yesterday, and the demand was steady at about last week's prices. There was a large supply of stock forward at the market yesterday, and the demand was steady at about last week's prices.: [341, 1487, 489, 1537]
section-divider: [356, 1422, 474, 1423]
cropped-letter: S: [498, 400, 503, 411]
ad-line: ST BERNARDS: [242, 1467, 266, 1471]
ad-line: HEART OF MID-LOTHIAN: [232, 1533, 276, 1537]
headline-stewarts-college: STEWART'S COLLEGE ATHLETIC CLUB: [205, 1417, 303, 1422]
cropped-letter: S: [498, 2048, 503, 2059]
cropped-letter: S: [498, 1860, 503, 1871]
subhead-cricket: CRICKET.: [73, 2253, 98, 2259]
column-rule: [170, 25, 171, 2353]
section-divider: [188, 1413, 320, 1414]
column-1: [4, 25, 166, 2575]
headline-football-fixtures: FOOTBALL FIXTURES FOR TO-MORROW.: [203, 1321, 305, 1327]
headline-cricket: CRICKET.: [403, 1345, 427, 1352]
body-text: A couple of matches keep the football season to life in our own. Heading the best attraction will be the meeting of the St Bernards and Hibernians at Easter Road. It is not often we have two big games on one day, and it is a pity the clubs could not have arranged to meet at some other date. At Tynecastle the Heart of Mid-Lothian meet Dumbarton, and the Westerns should make a good fight against the Edinburgh men. The Hearts team includes a number of new names, and their supporters will be anxious to see how the men shape. The Heart of Mid-Lothian and the Hibernians are both engaged in important ties, and the results will be keenly looked forward to by the followers of both clubs. A couple of matches keep the football season to life in our own. Heading the best attraction will be the meeting of the St Bernards and Hibernians at Easter Road. It is not often we have two big games on one day, and it is a pity the clubs could not have arranged to meet at some other date. At Tynecastle the Heart of Mid-Lothian meet Dumbarton, and the Westerns should make a good fight against the Edinburgh men. The Hearts team includes a number of new names, and their supporters will be anxious to see how the men shape. The Heart of Mid-Lothian and the Hibernians are both engaged in important ties, and the results will be keenly looked forward to by the followers of both clubs. A couple of matches keep the football season to life in our own. Heading the best attraction will be the meeting of the St Bernards and Hibernians at Easter Road. It is not often we have two big games on one day, and it is a pity the clubs could not have arranged to meet at some other date. At Tynecastle the Heart of Mid-Lothian meet Dumbarton, and the Westerns should make a good fight against the Edinburgh men. The Hearts team includes a number of new names, and their supporters will be anxious to see how the men shape. The Heart of Mid-Lothian and the Hibernians are both engaged in important ties, and the results will be keenly looked forward to by the followers of both clubs. A couple of matches keep the football season to life in our own. Heading the best attraction will be the meeting of the St Bernards and Hibernians at Easter Road. It is not often we have two big games on one day, and it is a pity the clubs could not have arranged to meet at some other date. At Tynecastle the Heart of Mid-Lothian meet Dumbarton, and the Westerns should make a good fight against the Edinburgh men. The Hearts team includes a number of new names, and their supporters will be anxious to see how the men shape. The Heart of Mid-Lothian and the Hibernians are both engaged in important ties, and the results will be keenly looked forward to by the followers of both clubs. A couple of matches keep the football season to life in our own. Heading the best attraction will be the meeting of the St Bernards and Hibernians at Easter Road. It is not often we have two big games on one day, and it is a pity the clubs could not have arranged to meet at some other date. At Tynecastle the Heart of Mid-Lothian meet Dumbarton, and the Westerns should make a good fight against the Edinburgh men. The Hearts team includes a number of new names, and their supporters will be anxious to see how the men shape. The Heart of Mid-Lothian and the Hibernians are both engaged in important ties, and the results will be keenly looked forward to by the followers of both clubs. A couple of matches keep the football season to life in our own. Heading the best attraction will be the meeting of the St Bernards and Hibernians at Easter Road. It is not often we have two big games on one day, and it is a pity the clubs could not have arranged to meet at some other date. At Tynecastle the Heart of Mid-Lothian meet Dumbarton, and the Westerns should make a good fight against the Edinburgh men. The Hearts team includes a number of new names, and their supporters will be anxious to see how the men shape. The Heart of Mid-Lothian and the Hibernians are both engaged in important ties, and the results will be keenly looked forward to by the followers of both clubs. A couple of matches keep the football season to life in our own. Heading the best attraction will be the meeting of the St Bernards and Hibernians at Easter Road. It is not often we have two big games on one day, and it is a pity the clubs could not have arranged to meet at some other date. At Tynecastle the Heart of Mid-Lothian meet Dumbarton, and the Westerns should make a good fight against the Edinburgh men. The Hearts team includes a number of new names, and their supporters will be anxious to see how the men shape. The Heart of Mid-Lothian and the Hibernians are both engaged in important ties, and the results will be keenly looked forward to by the followers of both clubs. A couple of matches keep the football season to life in our own. Heading the best attraction will be the meeting of the St Bernards and Hibernians at Easter Road. It is not often we have two big games on one day, and it is a pity the clubs could not have arranged to meet at some other date. At Tynecastle the Heart of Mid-Lothian meet Dumbarton, and the Westerns should make a good fight against the Edinburgh men. The Hearts team includes a number of new names, and their supporters will be anxious to see how the men shape. The Heart of Mid-Lothian and the Hibernians are both engaged in important ties, and the results will be keenly looked forward to by the followers of both clubs.: [4, 2260, 166, 2575]
fixture-line: Heart of Mid-Lothian v. Dumbarton.: [227, 1334, 281, 1338]
headline-cattle-sales: YESTERDAY'S CATTLE SALES.: [377, 1480, 454, 1486]
body-text: Bound — Arrived at Leith, from Rotterdam, the steamer, with general cargo. Bound — Arrived at Leith, from Rotterdam, the steamer, with general cargo. Bound — Arrived at Leith, from Rotterdam, the steamer, with general cargo. Bound — Arrived at Leith, from Rotterdam, the steamer, with general cargo. Bound — Arrived at Leith, from Rotterdam, the steamer, with general cargo. Bound — Arrived at Leith, from Rotterdam, the steamer, with general cargo.: [346, 1386, 448, 1420]
section-divider: [356, 1342, 474, 1343]
headline-easter-road: FOOTBALL MATCH AT EASTER ROAD.: [206, 1459, 302, 1466]
headline-grand-match: GRAND FOOTBALL MATCH.: [219, 1493, 289, 1499]
headline-golf: GOLF.: [246, 1544, 262, 1550]
cropped-letter: S: [498, 523, 503, 534]
column-3: [341, 25, 489, 2353]
body-text: At Tynecastle the Heart of Mid-Lothian meet Dumbarton, and the Westerns should make a good fight against the Edinburgh men. The Hearts team includes a number of new names, and their supporters will be anxious to see how the men shape.: [174, 1500, 334, 1514]
body-text: A couple of matches keep the football season to life in our own. Heading the best attraction will be the meeting of the St Bernards and Hibernians at Easter Road. It is not often we have two big games on one day, and it is a pity the clubs could not have arranged to meet at some other date. At Tynecastle the Heart of Mid-Lothian meet Dumbarton, and the Westerns should make a good fight against the Edinburgh men. The Hearts team includes a number of new names, and their supporters will be anxious to see how the men shape. The Heart of Mid-Lothian and the Hibernians are both engaged in important ties, and the results will be keenly looked forward to by the followers of both clubs. A couple of matches keep the football season to life in our own. Heading the best attraction will be the meeting of the St Bernards and Hibernians at Easter Road. It is not often we have two big games on one day, and it is a pity the clubs could not have arranged to meet at some other date. At Tynecastle the Heart of Mid-Lothian meet Dumbarton, and the Westerns should make a good fight against the Edinburgh men. The Hearts team includes a number of new names, and their supporters will be anxious to see how the men shape. The Heart of Mid-Lothian and the Hibernians are both engaged in important ties, and the results will be keenly looked forward to by the followers of both clubs. A couple of matches keep the football season to life in our own. Heading the best attraction will be the meeting of the St Bernards and Hibernians at Easter Road. It is not often we have two big games on one day, and it is a pity the clubs could not have arranged to meet at some other date. At Tynecastle the Heart of Mid-Lothian meet Dumbarton, and the Westerns should make a good fight against the Edinburgh men. The Hearts team includes a number of new names, and their supporters will be anxious to see how the men shape. The Heart of Mid-Lothian and the Hibernians are both engaged in important ties, and the results will be keenly looked forward to by the followers of both clubs. A couple of matches keep the football season to life in our own. Heading the best attraction will be the meeting of the St Bernards and Hibernians at Easter Road. It is not often we have two big games on one day, and it is a pity the clubs could not have arranged to meet at some other date. At Tynecastle the Heart of Mid-Lothian meet Dumbarton, and the Westerns should make a good fight against the Edinburgh men. The Hearts team includes a number of new names, and their supporters will be anxious to see how the men shape. The Heart of Mid-Lothian and the Hibernians are both engaged in important ties, and the results will be keenly looked forward to by the followers of both clubs. A couple of matches keep the football season to life in our own. Heading the best attraction will be the meeting of the St Bernards and Hibernians at Easter Road. It is not often we have two big games on one day, and it is a pity the clubs could not have arranged to meet at some other date. At Tynecastle the Heart of Mid-Lothian meet Dumbarton, and the Westerns should make a good fight against the Edinburgh men. The Hearts team includes a number of new names, and their supporters will be anxious to see how the men shape. The Heart of Mid-Lothian and the Hibernians are both engaged in important ties, and the results will be keenly looked forward to by the followers of both clubs. A couple of matches keep the football season to life in our own. Heading the best attraction will be the meeting of the St Bernards and Hibernians at Easter Road. It is not often we have two big games on one day, and it is a pity the clubs could not have arranged to meet at some other date. At Tynecastle the Heart of Mid-Lothian meet Dumbarton, and the Westerns should make a good fight against the Edinburgh men. The Hearts team includes a number of new names, and their supporters will be anxious to see how the men shape. The Heart of Mid-Lothian and the Hibernians are both engaged in important ties, and the results will be keenly looked forward to by the followers of both clubs. A couple of matches keep the football season to life in our own. Heading the best attraction will be the meeting of the St Bernards and Hibernians at Easter Road. It is not often we have two big games on one day, and it is a pity the clubs could not have arranged to meet at some other date. At Tynecastle the Heart of Mid-Lothian meet Dumbarton, and the Westerns should make a good fight against the Edinburgh men. The Hearts team includes a number of new names, and their supporters will be anxious to see how the men shape. The Heart of Mid-Lothian and the Hibernians are both engaged in important ties, and the results will be keenly looked forward to by the followers of both clubs. A couple of matches keep the football season to life in our own. Heading the best attraction will be the meeting of the St Bernards and Hibernians at Easter Road. It is not often we have two big games on one day, and it is a pity the clubs could not have arranged to meet at some other date. At Tynecastle the Heart of Mid-Lothian meet Dumbarton, and the Westerns should make a good fight against the Edinburgh men. The Hearts team includes a number of new names, and their supporters will be anxious to see how the men shape. The Heart of Mid-Lothian and the Hibernians are both engaged in important ties, and the results will be keenly looked forward to by the followers of both clubs. A couple of matches keep the football season to life in our own. Heading the best attraction will be the meeting of the St Bernards and Hibernians at Easter Road. It is not often we have two big games on one day, and it is a pity the clubs could not have arranged to meet at some other date. At Tynecastle the Heart of Mid-Lothian meet Dumbarton, and the Westerns should make a good fight against the Edinburgh men. The Hearts team includes a number of new names, and their supporters will be anxious to see how the men shape. The Heart of Mid-Lothian and the Hibernians are both engaged in important ties, and the results will be keenly looked forward to by the followers of both clubs. A couple of matches keep the football season to life in our own. Heading the best attraction will be the meeting of the St Bernards and Hibernians at Easter Road. It is not often we have two big games on one day, and it is a pity the clubs could not have arranged to meet at some other date. At Tynecastle the Heart of Mid-Lothian meet Dumbarton, and the Westerns should make a good fight against the Edinburgh men. The Hearts team includes a number of new names, and their supporters will be anxious to see how the men shape. The Heart of Mid-Lothian and the Hibernians are both engaged in important ties, and the results will be keenly looked forward to by the followers of both clubs. A couple of matches keep the football season to life in our own. Heading the best attraction will be the meeting of the St Bernards and Hibernians at Easter Road. It is not often we have two big games on one day, and it is a pity the clubs could not have arranged to meet at some other date. At Tynecastle the Heart of Mid-Lothian meet Dumbarton, and the Westerns should make a good fight against the Edinburgh men. The Hearts team includes a number of new names, and their supporters will be anxious to see how the men shape. The Heart of Mid-Lothian and the Hibernians are both engaged in important ties, and the results will be keenly looked forward to by the followers of both clubs. A couple of matches keep the football season to life in our own. Heading the best attraction will be the meeting of the St Bernards and Hibernians at Easter Road. It is not often we have two big games on one day, and it is a pity the clubs could not have arranged to meet at some other date. At Tynecastle the Heart of Mid-Lothian meet Dumbarton, and the Westerns should make a good fight against the Edinburgh men. The Hearts team includes a number of new names, and their supporters will be anxious to see how the men shape. The Heart of Mid-Lothian and the Hibernians are both engaged in important ties, and the results will be keenly looked forward to by the followers of both clubs. A couple of matches keep the football season to life in our own. Heading the best attraction will be the meeting of the St Bernards and Hibernians at Easter Road. It is not often we have two big games on one day, and it is a pity the clubs could not have arranged to meet at some other date. At Tynecastle the Heart of Mid-Lothian meet Dumbarton, and the Westerns should make a good fight against the Edinburgh men. The Hearts team includes a number of new names, and their supporters will be anxious to see how the men shape. The Heart of Mid-Lothian and the Hibernians are both engaged in important ties, and the results will be keenly looked forward to by the followers of both clubs. A couple of matches keep the football season to life in our own. Heading the best attraction will be the meeting of the St Bernards and Hibernians at Easter Road. It is not often we have two big games on one day, and it is a pity the clubs could not have arranged to meet at some other date. At Tynecastle the Heart of Mid-Lothian meet Dumbarton, and the Westerns should make a good fight against the Edinburgh men. The Hearts team includes a number of new names, and their supporters will be anxious to see how the men shape. The Heart of Mid-Lothian and the Hibernians are both engaged in important ties, and the results will be keenly looked forward to by the followers of both clubs.: [174, 1552, 334, 2104]
column-2: [174, 25, 334, 2353]
headline-football-notes: FOOTBALL, CRICKET, AND ATHLETIC NOTES.: [12, 27, 159, 34]
fixture-line: Leith Athletic v. Mossend Swifts.: [229, 1339, 278, 1343]
headline-casualties: CASUALTIES.: [399, 1426, 432, 1433]
ad-line: DUMBARTON: [242, 1527, 265, 1532]
event-date-line: WILL BE HELD ON SATURDAY, MAY 5th.: [220, 1424, 288, 1428]
headline-cricket-fixtures: CRICKET FIXTURES FOR TO-MORROW.: [205, 1374, 303, 1381]
ad-line: AT EASTER ROAD.: [238, 1481, 270, 1485]
cricket-match-head: STANLEY HOUSE V. LEITH NORTHERN.: [382, 1353, 448, 1357]
cropped-letter: S: [498, 661, 503, 671]
body-text: A couple of matches keep the football season to life in our own. Heading the best attraction will be the meeting of the St Bernards and Hibernians at Easter Road. It is not often we have two big games on one day, and it is a pity the clubs could not have arranged to meet at some other date. At Tynecastle the Heart of Mid-Lothian meet Dumbarton, and the Westerns should make a good fight against the Edinburgh men. The Hearts team includes a number of new names, and their supporters will be anxious to see how the men shape.: [174, 1382, 334, 1409]
body-text: A telegram from Lloyd's states that the Norwegian barque, from Christiania, went ashore near the harbour mouth during the gale. A telegram from Lloyd's states that the Norwegian barque, from Christiania, went ashore near the harbour mouth during the gale. A telegram from Lloyd's states that the Norwegian barque, from Christiania, went ashore near the harbour mouth during the gale. A telegram from Lloyd's states that the Norwegian barque, from Christiania, went ashore near the harbour mouth during the gale.: [341, 1433, 489, 1473]
body-text: At Tynecastle the Heart of Mid-Lothian meet Dumbarton, and the Westerns should make a good fight against the Edinburgh men. The Hearts team includes a number of new names, and their supporters will be anxious to see how the men shape. The Heart of Mid-Lothian and the Hibernians are both engaged in important ties, and the results will be keenly looked forward to by the followers of both clubs.: [174, 1344, 334, 1368]
body-text: The Heart of Mid-Lothian and the Hibernians are both engaged in important ties, and the results will be keenly looked forward to by the followers of both clubs. A couple of matches keep the football season to life in our own. Heading the best attraction will be the meeting of the St Bernards and Hibernians at Easter Road. It is not often we have two big games on one day, and it is a pity the clubs could not have arranged to meet at some other date. At Tynecastle the Heart of Mid-Lothian meet Dumbarton, and the Westerns should make a good fight against the Edinburgh men. The Hearts team includes a number of new names, and their supporters will be anxious to see how the men shape. The Heart of Mid-Lothian and the Hibernians are both engaged in important ties, and the results will be keenly looked forward to by the followers of both clubs. A couple of matches keep the football season to life in our own. Heading the best attraction will be the meeting of the St Bernards and Hibernians at Easter Road. It is not often we have two big games on one day, and it is a pity the clubs could not have arranged to meet at some other date. At Tynecastle the Heart of Mid-Lothian meet Dumbarton, and the Westerns should make a good fight against the Edinburgh men. The Hearts team includes a number of new names, and their supporters will be anxious to see how the men shape. The Heart of Mid-Lothian and the Hibernians are both engaged in important ties, and the results will be keenly looked forward to by the followers of both clubs. A couple of matches keep the football season to life in our own. Heading the best attraction will be the meeting of the St Bernards and Hibernians at Easter Road. It is not often we have two big games on one day, and it is a pity the clubs could not have arranged to meet at some other date. At Tynecastle the Heart of Mid-Lothian meet Dumbarton, and the Westerns should make a good fight against the Edinburgh men. The Hearts team includes a number of new names, and their supporters will be anxious to see how the men shape. The Heart of Mid-Lothian and the Hibernians are both engaged in important ties, and the results will be keenly looked forward to by the followers of both clubs. A couple of matches keep the football season to life in our own. Heading the best attraction will be the meeting of the St Bernards and Hibernians at Easter Road. It is not often we have two big games on one day, and it is a pity the clubs could not have arranged to meet at some other date. At Tynecastle the Heart of Mid-Lothian meet Dumbarton, and the Westerns should make a good fight against the Edinburgh men. The Hearts team includes a number of new names, and their supporters will be anxious to see how the men shape. The Heart of Mid-Lothian and the Hibernians are both engaged in important ties, and the results will be keenly looked forward to by the followers of both clubs. A couple of matches keep the football season to life in our own. Heading the best attraction will be the meeting of the St Bernards and Hibernians at Easter Road. It is not often we have two big games on one day, and it is a pity the clubs could not have arranged to meet at some other date. At Tynecastle the Heart of Mid-Lothian meet Dumbarton, and the Westerns should make a good fight against the Edinburgh men. The Hearts team includes a number of new names, and their supporters will be anxious to see how the men shape. The Heart of Mid-Lothian and the Hibernians are both engaged in important ties, and the results will be keenly looked forward to by the followers of both clubs. A couple of matches keep the football season to life in our own. Heading the best attraction will be the meeting of the St Bernards and Hibernians at Easter Road. It is not often we have two big games on one day, and it is a pity the clubs could not have arranged to meet at some other date. At Tynecastle the Heart of Mid-Lothian meet Dumbarton, and the Westerns should make a good fight against the Edinburgh men. The Hearts team includes a number of new names, and their supporters will be anxious to see how the men shape. The Heart of Mid-Lothian and the Hibernians are both engaged in important ties, and the results will be keenly looked forward to by the followers of both clubs. A couple of matches keep the football season to life in our own. Heading the best attraction will be the meeting of the St Bernards and Hibernians at Easter Road. It is not often we have two big games on one day, and it is a pity the clubs could not have arranged to meet at some other date. At Tynecastle the Heart of Mid-Lothian meet Dumbarton, and the Westerns should make a good fight against the Edinburgh men. The Hearts team includes a number of new names, and their supporters will be anxious to see how the men shape. The Heart of Mid-Lothian and the Hibernians are both engaged in important ties, and the results will be keenly looked forward to by the followers of both clubs. A couple of matches keep the football season to life in our own. Heading the best attraction will be the meeting of the St Bernards and Hibernians at Easter Road. It is not often we have two big games on one day, and it is a pity the clubs could not have arranged to meet at some other date. At Tynecastle the Heart of Mid-Lothian meet Dumbarton, and the Westerns should make a good fight against the Edinburgh men. The Hearts team includes a number of new names, and their supporters will be anxious to see how the men shape. The Heart of Mid-Lothian and the Hibernians are both engaged in important ties, and the results will be keenly looked forward to by the followers of both clubs. A couple of matches keep the football season to life in our own. Heading the best attraction will be the meeting of the St Bernards and Hibernians at Easter Road. It is not often we have two big games on one day, and it is a pity the clubs could not have arranged to meet at some other date. At Tynecastle the Heart of Mid-Lothian meet Dumbarton, and the Westerns should make a good fight against the Edinburgh men. The Hearts team includes a number of new names, and their supporters will be anxious to see how the men shape. The Heart of Mid-Lothian and the Hibernians are both engaged in important ties, and the results will be keenly looked forward to by the followers of both clubs. A couple of matches keep the football season to life in our own. Heading the best attraction will be the meeting of the St Bernards and Hibernians at Easter Road. It is not often we have two big games on one day, and it is a pity the clubs could not have arranged to meet at some other date. At Tynecastle the Heart of Mid-Lothian meet Dumbarton, and the Westerns should make a good fight against the Edinburgh men. The Hearts team includes a number of new names, and their supporters will be anxious to see how the men shape. The Heart of Mid-Lothian and the Hibernians are both engaged in important ties, and the results will be keenly looked forward to by the followers of both clubs. A couple of matches keep the football season to life in our own. Heading the best attraction will be the meeting of the St Bernards and Hibernians at Easter Road. It is not often we have two big games on one day, and it is a pity the clubs could not have arranged to meet at some other date. At Tynecastle the Heart of Mid-Lothian meet Dumbarton, and the Westerns should make a good fight against the Edinburgh men. The Hearts team includes a number of new names, and their supporters will be anxious to see how the men shape. The Heart of Mid-Lothian and the Hibernians are both engaged in important ties, and the results will be keenly looked forward to by the followers of both clubs. A couple of matches keep the football season to life in our own. Heading the best attraction will be the meeting of the St Bernards and Hibernians at Easter Road. It is not often we have two big games on one day, and it is a pity the clubs could not have arranged to meet at some other date. At Tynecastle the Heart of Mid-Lothian meet Dumbarton, and the Westerns should make a good fight against the Edinburgh men. The Hearts team includes a number of new names, and their supporters will be anxious to see how the men shape. The Heart of Mid-Lothian and the Hibernians are both engaged in important ties, and the results will be keenly looked forward to by the followers of both clubs. A couple of matches keep the football season to life in our own. Heading the best attraction will be the meeting of the St Bernards and Hibernians at Easter Road. It is not often we have two big games on one day, and it is a pity the clubs could not have arranged to meet at some other date. At Tynecastle the Heart of Mid-Lothian meet Dumbarton, and the Westerns should make a good fight against the Edinburgh men. The Hearts team includes a number of new names, and their supporters will be anxious to see how the men shape. The Heart of Mid-Lothian and the Hibernians are both engaged in important ties, and the results will be keenly looked forward to by the followers of both clubs. A couple of matches keep the football season to life in our own. Heading the best attraction will be the meeting of the St Bernards and Hibernians at Easter Road. It is not often we have two big games on one day, and it is a pity the clubs could not have arranged to meet at some other date. At Tynecastle the Heart of Mid-Lothian meet Dumbarton, and the Westerns should make a good fight against the Edinburgh men. The Hearts team includes a number of new names, and their supporters will be anxious to see how the men shape. The Heart of Mid-Lothian and the Hibernians are both engaged in important ties, and the results will be keenly looked forward to by the followers of both clubs. A couple of matches keep the football season to life in our own. Heading the best attraction will be the meeting of the St Bernards and Hibernians at Easter Road. It is not often we have two big games on one day, and it is a pity the clubs could not have arranged to meet at some other date. At Tynecastle the Heart of Mid-Lothian meet Dumbarton, and the Westerns should make a good fight against the Edinburgh men. The Hearts team includes a number of new names, and their supporters will be anxious to see how the men shape. The Heart of Mid-Lothian and the Hibernians are both engaged in important ties, and the results will be keenly looked forward to by the followers of both clubs. A couple of matches keep the football season to life in our own. Heading the best attraction will be the meeting of the St Bernards and Hibernians at Easter Road. It is not often we have two big games on one day, and it is a pity the clubs could not have arranged to meet at some other date. At Tynecastle the Heart of Mid-Lothian meet Dumbarton, and the Westerns should make a good fight against the Edinburgh men. The Hearts team includes a number of new names, and their supporters will be anxious to see how the men shape. The Heart of Mid-Lothian and the Hibernians are both engaged in important ties, and the results will be keenly looked forward to by the followers of both clubs. A couple of matches keep the football season to life in our own. Heading the best attraction will be the meeting of the St Bernards and Hibernians at Easter Road. It is not often we have two big games on one day, and it is a pity the clubs could not have arranged to meet at some other date. At Tynecastle the Heart of Mid-Lothian meet Dumbarton, and the Westerns should make a good fight against the Edinburgh men. The Hearts team includes a number of new names, and their supporters will be anxious to see how the men shape. The Heart of Mid-Lothian and the Hibernians are both engaged in important ties, and the results will be keenly looked forward to by the followers of both clubs. A couple of matches keep the football season to life in our own. Heading the best attraction will be the meeting of the St Bernards and Hibernians at Easter Road. It is not often we have two big games on one day, and it is a pity the clubs could not have arranged to meet at some other date. At Tynecastle the Heart of Mid-Lothian meet Dumbarton, and the Westerns should make a good fight against the Edinburgh men. The Hearts team includes a number of new names, and their supporters will be anxious to see how the men shape. The Heart of Mid-Lothian and the Hibernians are both engaged in important ties, and the results will be keenly looked forward to by the followers of both clubs. A couple of matches keep the football season to life in our own. Heading the best attraction will be the meeting of the St Bernards and Hibernians at Easter Road. It is not often we have two big games on one day, and it is a pity the clubs could not have arranged to meet at some other date. At Tynecastle the Heart of Mid-Lothian meet Dumbarton, and the Westerns should make a good fight against the Edinburgh men. The Hearts team includes a number of new names, and their supporters will be anxious to see how the men shape. The Heart of Mid-Lothian and the Hibernians are both engaged in important ties, and the results will be keenly looked forward to by the followers of both clubs. A couple of matches keep the football season to life in our own. Heading the best attraction will be the meeting of the St Bernards and Hibernians at Easter Road. It is not often we have two big games on one day, and it is a pity the clubs could not have arranged to meet at some other date. At Tynecastle the Heart of Mid-Lothian meet Dumbarton, and the Westerns should make a good fight against the Edinburgh men. The Hearts team includes a number of new names, and their supporters will be anxious to see how the men shape. The Heart of Mid-Lothian and the Hibernians are both engaged in important ties, and the results will be keenly looked forward to by the followers of both clubs. A couple of matches keep the football season to life in our own. Heading the best attraction will be the meeting of the St Bernards and Hibernians at Easter Road. It is not often we have two big games on one day, and it is a pity the clubs could not have arranged to meet at some other date. At Tynecastle the Heart of Mid-Lothian meet Dumbarton, and the Westerns should make a good fight against the Edinburgh men. The Hearts team includes a number of new names, and their supporters will be anxious to see how the men shape. The Heart of Mid-Lothian and the Hibernians are both engaged in important ties, and the results will be keenly looked forward to by the followers of both clubs. A couple of matches keep the football season to life in our own. Heading the best attraction will be the meeting of the St Bernards and Hibernians at Easter Road. It is not often we have two big games on one day, and it is a pity the clubs could not have arranged to meet at some other date. At Tynecastle the Heart of Mid-Lothian meet Dumbarton, and the Westerns should make a good fight against the Edinburgh men. The Hearts team includes a number of new names, and their supporters will be anxious to see how the men shape. The Heart of Mid-Lothian and the Hibernians are both engaged in important ties, and the results will be keenly looked forward to by the followers of both clubs. A couple of matches keep the football season to life in our own. Heading the best attraction will be the meeting of the St Bernards and Hibernians at Easter Road. It is not often we have two big games on one day, and it is a pity the clubs could not have arranged to meet at some other date. At Tynecastle the Heart of Mid-Lothian meet Dumbarton, and the Westerns should make a good fight against the Edinburgh men. The Hearts team includes a number of new names, and their supporters will be anxious to see how the men shape. The Heart of Mid-Lothian and the Hibernians are both engaged in important ties, and the results will be keenly looked forward to by the followers of both clubs. A couple of matches keep the football season to life in our own. Heading the best attraction will be the meeting of the St Bernards and Hibernians at Easter Road. It is not often we have two big games on one day, and it is a pity the clubs could not have arranged to meet at some other date. At Tynecastle the Heart of Mid-Lothian meet Dumbarton, and the Westerns should make a good fight against the Edinburgh men. The Hearts team includes a number of new names, and their supporters will be anxious to see how the men shape. The Heart of Mid-Lothian and the Hibernians are both engaged in important ties, and the results will be keenly looked forward to by the followers of both clubs. A couple of matches keep the football season to life in our own. Heading the best attraction will be the meeting of the St Bernards and Hibernians at Easter Road. It is not often we have two big games on one day, and it is a pity the clubs could not have arranged to meet at some other date. At Tynecastle the Heart of Mid-Lothian meet Dumbarton, and the Westerns should make a good fight against the Edinburgh men. The Hearts team includes a number of new names, and their supporters will be anxious to see how the men shape. The Heart of Mid-Lothian and the Hibernians are both engaged in important ties, and the results will be keenly looked forward to by the followers of both clubs. A couple of matches keep the football season to life in our own. Heading the best attraction will be the meeting of the St Bernards and Hibernians at Easter Road. It is not often we have two big games on one day, and it is a pity the clubs could not have arranged to meet at some other date. At Tynecastle the Heart of Mid-Lothian meet Dumbarton, and the Westerns should make a good fight against the Edinburgh men. The Hearts team includes a number of new names, and their supporters will be anxious to see how the men shape. The Heart of Mid-Lothian and the Hibernians are both engaged in important ties, and the results will be keenly looked forward to by the followers of both clubs. A couple of matches keep the football season to life in our own. Heading the best attraction will be the meeting of the St Bernards and Hibernians at Easter Road. It is not often we have two big games on one day, and it is a pity the clubs could not have arranged to meet at some other date. At Tynecastle the Heart of Mid-Lothian meet Dumbarton, and the Westerns should make a good fight against the Edinburgh men. The Hearts team includes a number of new names, and their supporters will be anxious to see how the men shape. The Heart of Mid-Lothian and the Hibernians are both engaged in important ties, and the results will be keenly looked forward to by the followers of both clubs. A couple of matches keep the football season to life in our own. Heading the best attraction will be the meeting of the St Bernards and Hibernians at Easter Road. It is not often we have two big games on one day, and it is a pity the clubs could not have arranged to meet at some other date. At Tynecastle the Heart of Mid-Lothian meet Dumbarton, and the Westerns should make a good fight against the Edinburgh men. The Hearts team includes a number of new names, and their supporters will be anxious to see how the men shape. The Heart of Mid-Lothian and the Hibernians are both engaged in important ties, and the results will be keenly looked forward to by the followers of both clubs. A couple of matches keep the football season to life in our own. Heading the best attraction will be the meeting of the St Bernards and Hibernians at Easter Road. It is not often we have two big games on one day, and it is a pity the clubs could not have arranged to meet at some other date. At Tynecastle the Heart of Mid-Lothian meet Dumbarton, and the Westerns should make a good fight against the Edinburgh men. The Hearts team includes a number of new names, and their supporters will be anxious to see how the men shape. The Heart of Mid-Lothian and the Hibernians are both engaged in important ties, and the results will be keenly looked forward to by the followers of both clubs. A couple of matches keep the football season to life in our own. Heading the best attraction will be the meeting of the St Bernards and Hibernians at Easter Road. It is not often we have two big games on one day, and it is a pity the clubs could not have arranged to meet at some other date. At Tynecastle the Heart of Mid-Lothian meet Dumbarton, and the Westerns should make a good fight against the Edinburgh men. The Hearts team includes a number of new names, and their supporters will be anxious to see how the men shape. The Heart of Mid-Lothian and the Hibernians are both engaged in important ties, and the results will be keenly looked forward to by the followers of both clubs. A couple of matches keep the football season to life in our own. Heading the best attraction will be the meeting of the St Bernards and Hibernians at Easter Road. It is not often we have two big games on one day, and it is a pity the clubs could not have arranged to meet at some other date. At Tynecastle the Heart of Mid-Lothian meet Dumbarton, and the Westerns should make a good fight against the Edinburgh men. The Hearts team includes a number of new names, and their supporters will be anxious to see how the men shape. The Heart of Mid-Lothian and the Hibernians are both engaged in important ties, and the results will be keenly looked forward to by the followers of both clubs. A couple of matches keep the football season to life in our own. Heading the best attraction will be the meeting of the St Bernards and Hibernians at Easter Road. It is not often we have two big games on one day, and it is a pity the clubs could not have arranged to meet at some other date. At Tynecastle the Heart of Mid-Lothian meet Dumbarton, and the Westerns should make a good fight against the Edinburgh men. The Hearts team includes a number of new names, and their supporters will be anxious to see how the men shape. The Heart of Mid-Lothian and the Hibernians are both engaged in important ties, and the results will be keenly looked forward to by the followers of both clubs. A couple of matches keep the football season to life in our own. Heading the best attraction will be the meeting of the St Bernards and Hibernians at Easter Road. It is not often we have two big games on one day, and it is a pity the clubs could not have arranged to meet at some other date. At Tynecastle the Heart of Mid-Lothian meet Dumbarton, and the Westerns should make a good fight against the Edinburgh men. The Hearts team includes a number of new names, and their supporters will be anxious to see how the men shape. The Heart of Mid-Lothian and the Hibernians are both engaged in important ties, and the results will be keenly looked forward to by the followers of both clubs.: [341, 25, 489, 1339]
section-divider: [188, 1516, 320, 1517]
cropped-letter: S: [498, 241, 503, 252]
cropped-letter: S: [498, 87, 503, 98]
fixture-line: Hibernians v. St Bernards.: [234, 1328, 273, 1332]
cropped-rule: [498, 1253, 512, 1255]
section-divider: [188, 1317, 320, 1318]
cropped-letter: S: [498, 820, 503, 830]
headline-tynecastle: FOOTBALL MATCH AT TYNECASTLE.: [208, 1520, 300, 1527]
section-divider: [188, 1541, 320, 1542]
ad-team-name: HIBERNIANS: [237, 1474, 271, 1480]
cropped-letter: S: [498, 1499, 503, 1510]
section-divider: [188, 1489, 320, 1490]
body-text: The Heart of Mid-Lothian and the Hibernians are both engaged in important ties, and the results will be keenly looked forward to by the followers of both clubs. A couple of matches keep the football season to life in our own. Heading the best attraction will be the meeting of the St Bernards and Hibernians at Easter Road. It is not often we have two big games on one day, and it is a pity the clubs could not have arranged to meet at some other date.: [174, 1430, 334, 1453]
cropped-rule: [498, 169, 515, 171]
cropped-rule: [498, 1795, 518, 1797]
cropped-letter: S: [498, 979, 503, 989]
